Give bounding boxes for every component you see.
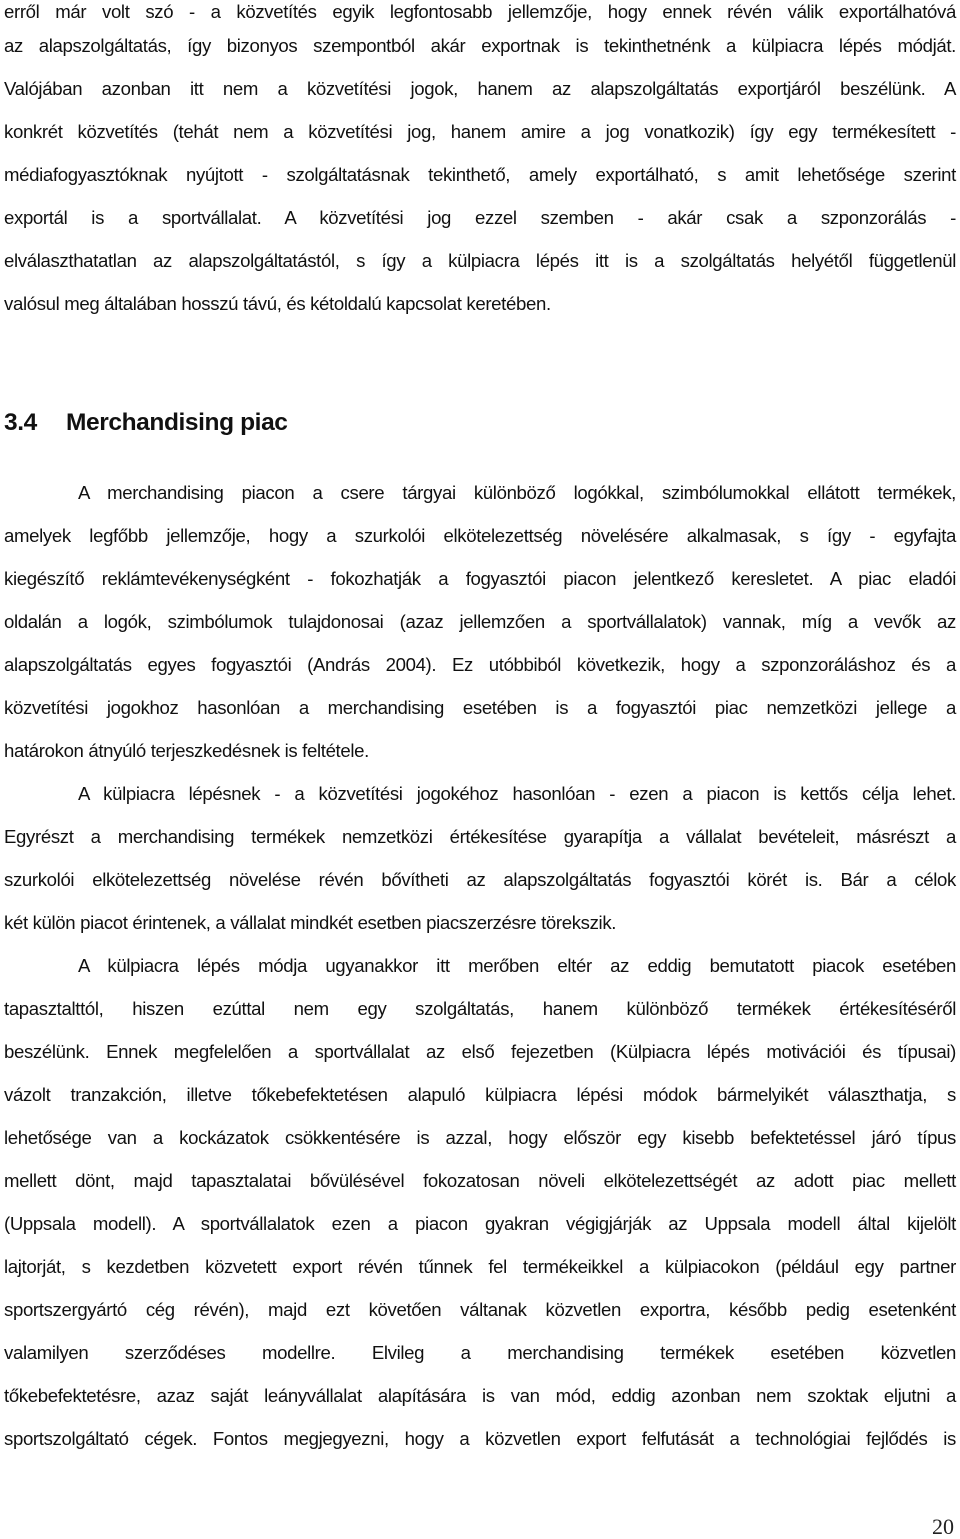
text-line: médiafogyasztóknak nyújtott - szolgáltatásnak tekinthető, amely exportálható, s amit lehetősége szerint: [4, 164, 956, 185]
text-line: (Uppsala modell). A sportvállalatok ezen a piacon gyakran végigjárják az Uppsala modell által kijelölt: [4, 1213, 956, 1234]
text-line: erről már volt szó - a közvetítés egyik legfontosabb jellemzője, hogy ennek révén válik exportálhatóvá: [4, 1, 956, 22]
section-number: 3.4: [4, 409, 37, 436]
text-line: Egyrészt a merchandising termékek nemzetközi értékesítése gyarapítja a vállalat bevételeit, másrészt a: [4, 826, 956, 847]
text-line: valósul meg általában hosszú távú, és kétoldalú kapcsolat keretében.: [4, 293, 551, 314]
text-line: tőkebefektetésre, azaz saját leányvállalat alapítására is van mód, eddig azonban nem szoktak eljutni a: [4, 1385, 956, 1406]
text-line: lehetősége van a kockázatok csökkentésére is azzal, hogy először egy kisebb befektetéssel járó típus: [4, 1127, 956, 1148]
text-line: alapszolgáltatás egyes fogyasztói (András 2004). Ez utóbbiból következik, hogy a szponzoráláshoz és a: [4, 654, 956, 675]
text-line: A merchandising piacon a csere tárgyai különböző logókkal, szimbólumokkal ellátott termékek,: [78, 482, 956, 503]
text-line: beszélünk. Ennek megfelelően a sportvállalat az első fejezetben (Külpiacra lépés motivációi és típusai): [4, 1041, 956, 1062]
text-line: közvetítési jogokhoz hasonlóan a merchandising esetében is a fogyasztói piac nemzetközi jellege a: [4, 697, 956, 718]
text-line: az alapszolgáltatás, így bizonyos szempontból akár exportnak is tekinthetnénk a külpiacra lépés módját.: [4, 35, 956, 56]
text-line: sportszolgáltató cégek. Fontos megjegyezni, hogy a közvetlen export felfutását a technológiai fejlődés is: [4, 1428, 956, 1449]
text-line: mellett dönt, majd tapasztalatai bővülésével fokozatosan növeli elkötelezettségét az adott piac mellett: [4, 1170, 956, 1191]
text-line: határokon átnyúló terjeszkedésnek is feltétele.: [4, 740, 369, 761]
text-line: oldalán a logók, szimbólumok tulajdonosai (azaz jellemzően a sportvállalatok) vannak, míg a vevők az: [4, 611, 956, 632]
text-line: Valójában azonban itt nem a közvetítési jogok, hanem az alapszolgáltatás exportjáról beszélünk. A: [4, 78, 956, 99]
text-line: szurkolói elkötelezettség növelése révén bővítheti az alapszolgáltatás fogyasztói körét is. Bár a célok: [4, 869, 956, 890]
text-line: elválaszthatatlan az alapszolgáltatástól, s így a külpiacra lépés itt is a szolgáltatás helyétől függetlenül: [4, 250, 956, 271]
text-line: kiegészítő reklámtevékenységként - fokozhatják a fogyasztói piacon jelentkező keresletet. A piac eladói: [4, 568, 956, 589]
text-line: valamilyen szerződéses modellre. Elvileg a merchandising termékek esetében közvetlen: [4, 1342, 956, 1363]
text-line: exportál is a sportvállalat. A közvetítési jog ezzel szemben - akár csak a szponzorálás -: [4, 207, 956, 228]
text-line: sportszergyártó cég révén), majd ezt követően váltanak közvetlen exportra, később pedig esetenként: [4, 1299, 956, 1320]
section-title: Merchandising piac: [66, 409, 288, 436]
text-line: A külpiacra lépésnek - a közvetítési jogokéhoz hasonlóan - ezen a piacon is kettős célja lehet.: [78, 783, 956, 804]
text-line: lajtorját, s kezdetben közvetett export révén tűnnek fel termékeikkel a külpiacokon (például egy partner: [4, 1256, 956, 1277]
text-line: két külön piacot érintenek, a vállalat mindkét esetben piacszerzésre törekszik.: [4, 912, 617, 933]
text-line: vázolt tranzakción, illetve tőkebefektetésen alapuló külpiacra lépési módok bármelyikét választhatja, s: [4, 1084, 956, 1105]
text-line: amelyek legfőbb jellemzője, hogy a szurkolói elkötelezettség növelésére alkalmasak, s így - egyfajta: [4, 525, 956, 546]
text-line: konkrét közvetítés (tehát nem a közvetítési jog, hanem amire a jog vonatkozik) így egy termékesített -: [4, 121, 956, 142]
text-line: A külpiacra lépés módja ugyanakkor itt merőben eltér az eddig bemutatott piacok esetében: [78, 955, 956, 976]
page-number: 20: [932, 1514, 954, 1539]
text-line: tapasztalttól, hiszen ezúttal nem egy szolgáltatás, hanem különböző termékek értékesítéséről: [4, 998, 956, 1019]
